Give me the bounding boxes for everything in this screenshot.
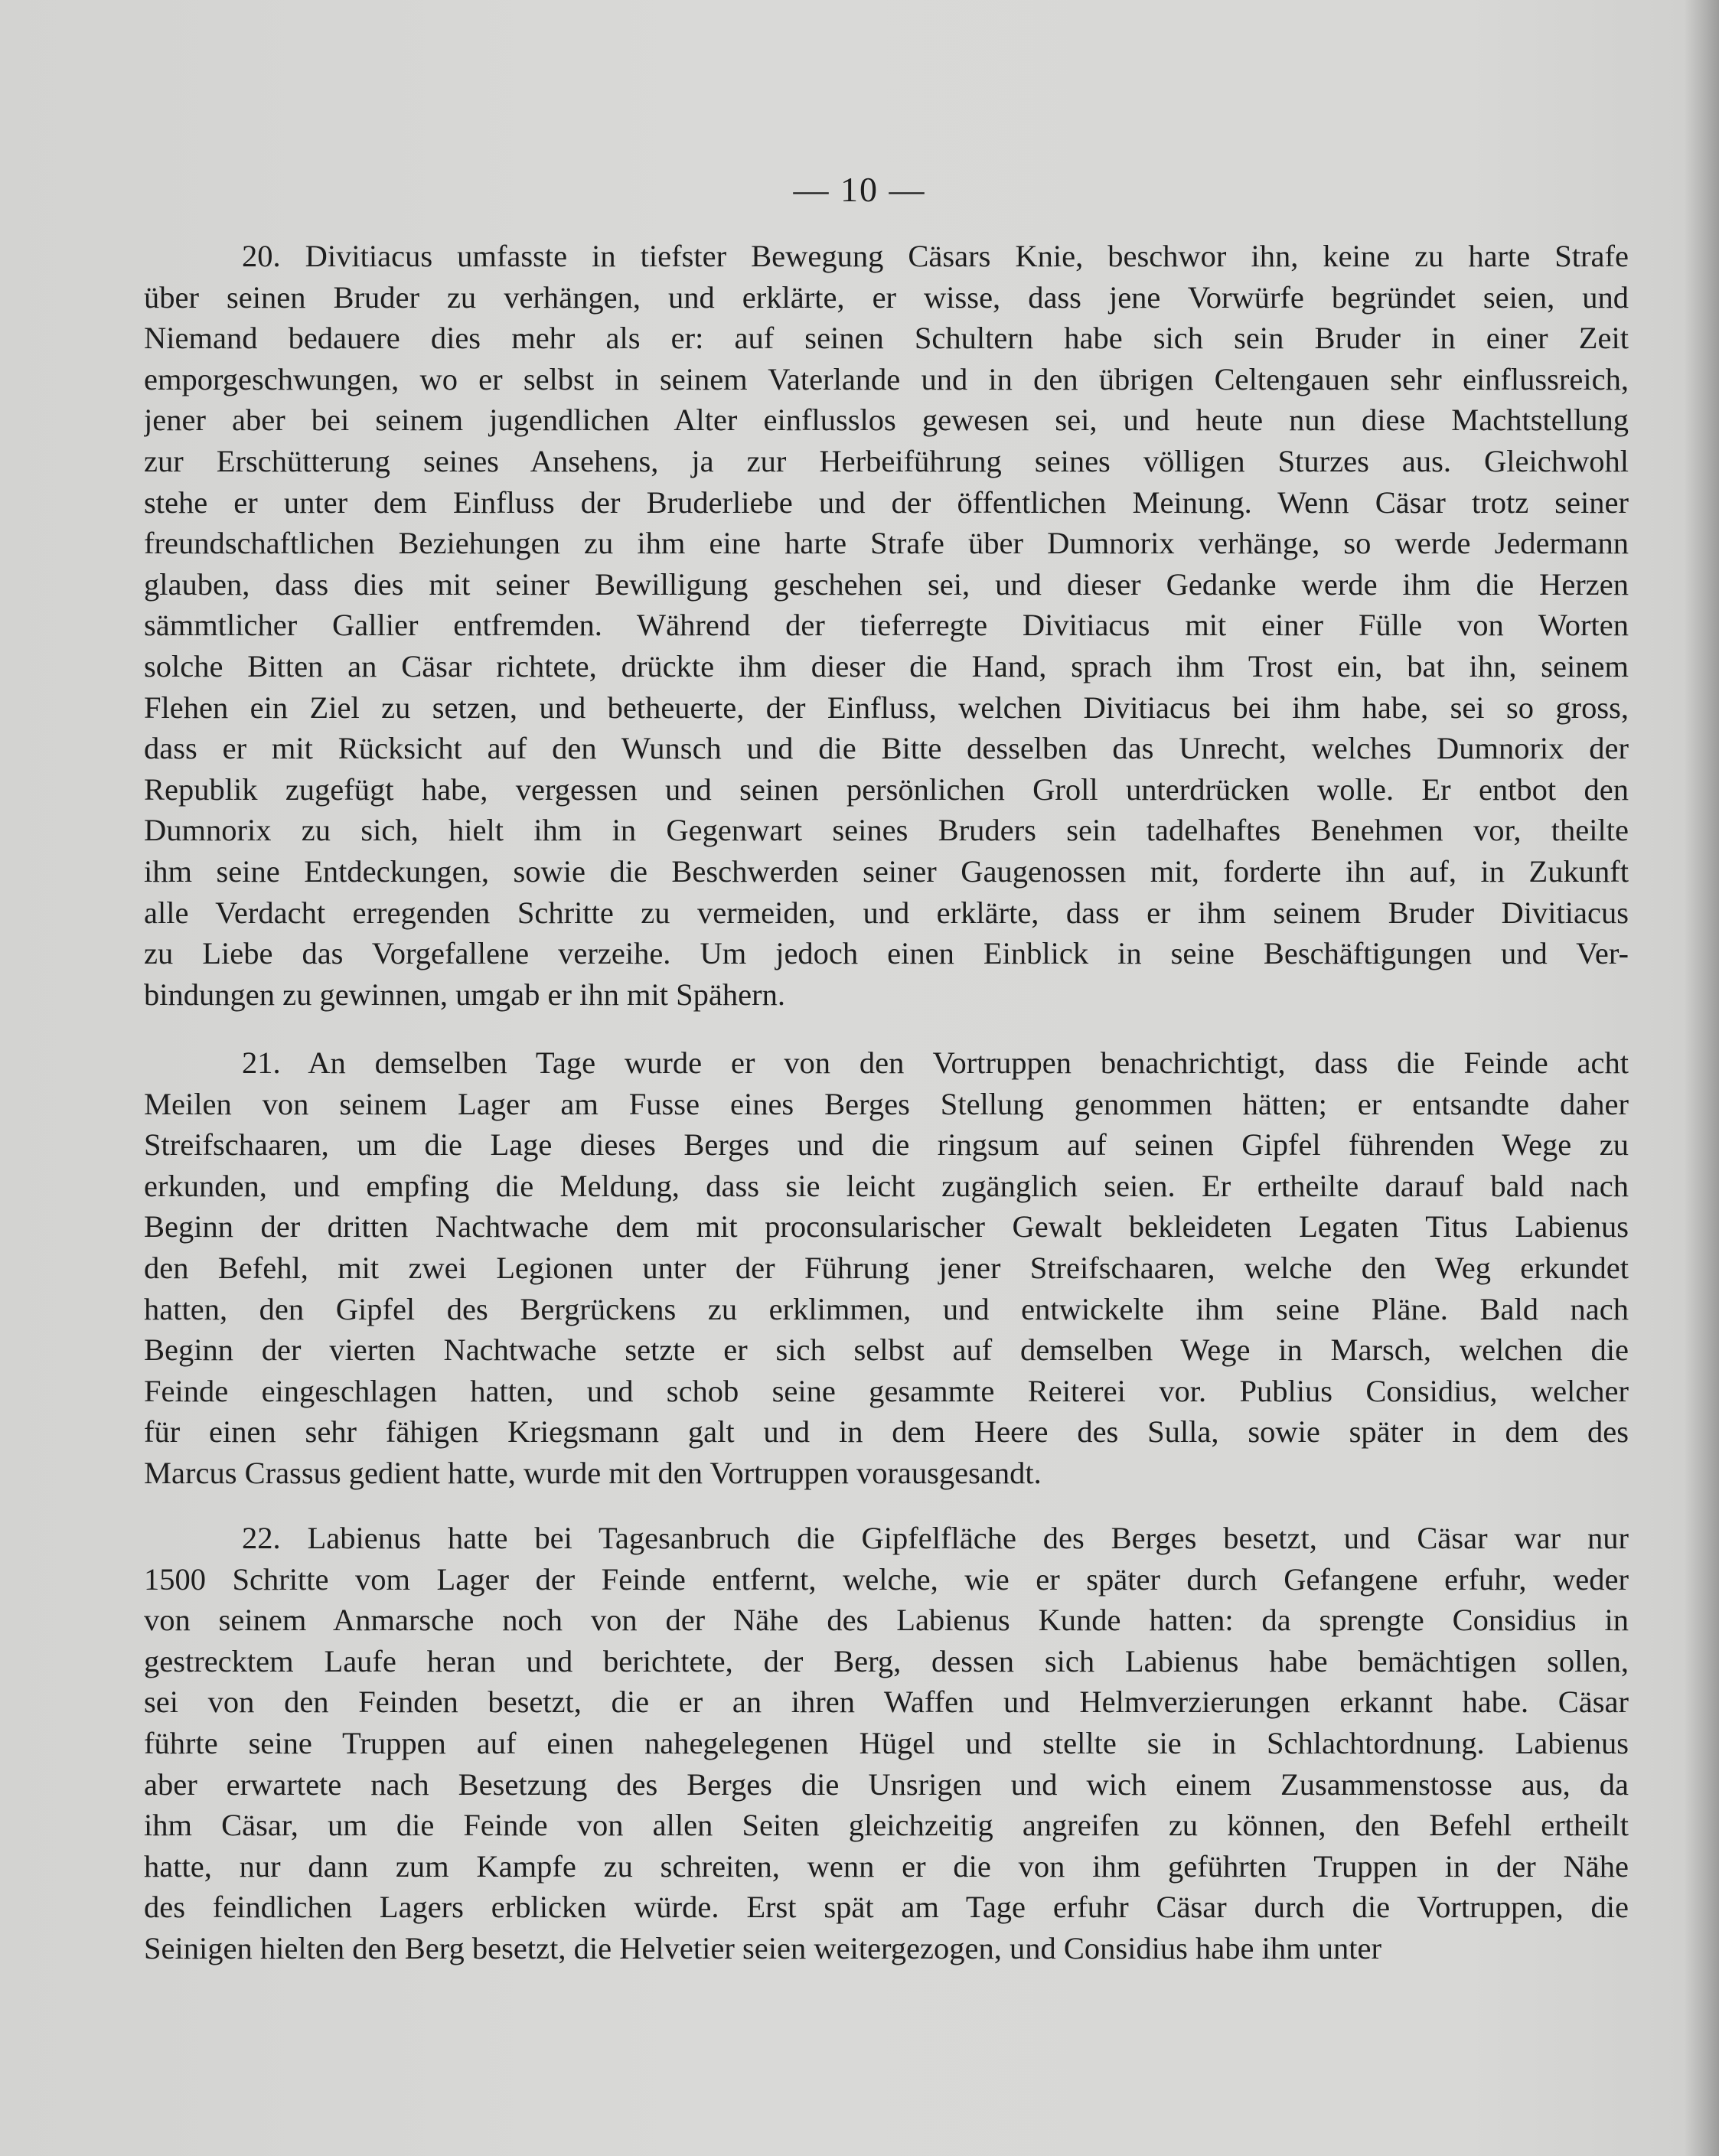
text-line: Meilen von seinem Lager am Fusse eines Berges Stellung genommen hätten; er entsandte daher (144, 1086, 1629, 1121)
text-line: den Befehl, mit zwei Legionen unter der Führung jener Streifschaaren, welche den Weg erkundet (144, 1250, 1629, 1285)
text-line: 20. Divitiacus umfasste in tiefster Bewegung Cäsars Knie, beschwor ihn, keine zu harte Strafe (242, 239, 1629, 273)
text-line: jener aber bei seinem jugendlichen Alter einflusslos gewesen sei, und heute nun diese Machtstellung (144, 403, 1629, 438)
text-line: Feinde eingeschlagen hatten, und schob seine gesammte Reiterei vor. Publius Considius, welcher (144, 1373, 1629, 1408)
text-line: ihm Cäsar, um die Feinde von allen Seiten gleichzeitig angreifen zu können, den Befehl ertheilt (144, 1808, 1629, 1843)
text-line: aber erwartete nach Besetzung des Berges die Unsrigen und wich einem Zusammenstosse aus, da (144, 1766, 1629, 1802)
page-number: — 10 — (793, 170, 926, 209)
text-line: zur Erschütterung seines Ansehens, ja zur Herbeiführung seines völligen Sturzes aus. Gleichwohl (144, 443, 1629, 478)
text-line: freundschaftlichen Beziehungen zu ihm eine harte Strafe über Dumnorix verhänge, so werde Jedermann (144, 526, 1629, 561)
text-line: stehe er unter dem Einfluss der Bruderliebe und der öffentlichen Meinung. Wenn Cäsar trotz seiner (144, 484, 1629, 520)
text-line: von seinem Anmarsche noch von der Nähe des Labienus Kunde hatten: da sprengte Considius in (144, 1603, 1629, 1638)
text-line: erkunden, und empfing die Meldung, dass sie leicht zugänglich seien. Er ertheilte darauf bald nach (144, 1168, 1629, 1203)
text-line: Marcus Crassus gedient hatte, wurde mit den Vortruppen vorausgesandt. (144, 1455, 1042, 1490)
text-line: hatte, nur dann zum Kampfe zu schreiten, wenn er die von ihm geführten Truppen in der Nähe (144, 1848, 1629, 1884)
text-line: dass er mit Rücksicht auf den Wunsch und die Bitte desselben das Unrecht, welches Dumnorix der (144, 731, 1629, 766)
text-line: für einen sehr fähigen Kriegsmann galt und in dem Heere des Sulla, sowie später in dem des (144, 1414, 1629, 1450)
text-line: Beginn der dritten Nachtwache dem mit proconsularischer Gewalt bekleideten Legaten Titus Labienus (144, 1209, 1629, 1244)
text-line: Beginn der vierten Nachtwache setzte er sich selbst auf demselben Wege in Marsch, welchen die (144, 1332, 1629, 1368)
text-line: bindungen zu gewinnen, umgab er ihn mit Spähern. (144, 977, 785, 1012)
text-line: emporgeschwungen, wo er selbst in seinem Vaterlande und in den übrigen Celtengauen sehr einflussreich, (144, 361, 1629, 396)
text-line: Dumnorix zu sich, hielt ihm in Gegenwart seines Bruders sein tadelhaftes Benehmen vor, theilte (144, 813, 1629, 848)
text-line: über seinen Bruder zu verhängen, und erklärte, er wisse, dass jene Vorwürfe begründet seien, und (144, 279, 1629, 315)
text-line: solche Bitten an Cäsar richtete, drückte ihm dieser die Hand, sprach ihm Trost ein, bat ihn, seinem (144, 648, 1629, 683)
paragraph-20 (144, 236, 1629, 1015)
text-line: glauben, dass dies mit seiner Bewilligung geschehen sei, und dieser Gedanke werde ihm die Herzen (144, 566, 1629, 602)
text-line: 1500 Schritte vom Lager der Feinde entfernt, welche, wie er später durch Gefangene erfuhr, weder (144, 1561, 1629, 1597)
text-line: zu Liebe das Vorgefallene verzeihe. Um jedoch einen Einblick in seine Beschäftigungen und Ver- (144, 936, 1629, 971)
paragraph-21 (144, 1042, 1629, 1494)
text-line: sämmtlicher Gallier entfremden. Während der tieferregte Divitiacus mit einer Fülle von Worten (144, 608, 1629, 643)
text-line: Niemand bedauere dies mehr als er: auf seinen Schultern habe sich sein Bruder in einer Zeit (144, 321, 1629, 356)
text-line: 21. An demselben Tage wurde er von den Vortruppen benachrichtigt, dass die Feinde acht (242, 1045, 1629, 1080)
text-line: Streifschaaren, um die Lage dieses Berges und die ringsum auf seinen Gipfel führenden Wege zu (144, 1127, 1629, 1163)
text-line: 22. Labienus hatte bei Tagesanbruch die Gipfelfläche des Berges besetzt, und Cäsar war nur (242, 1521, 1629, 1555)
text-line: alle Verdacht erregenden Schritte zu vermeiden, und erklärte, dass er ihm seinem Bruder Divitiacus (144, 895, 1629, 930)
text-line: hatten, den Gipfel des Bergrückens zu erklimmen, und entwickelte ihm seine Pläne. Bald nach (144, 1291, 1629, 1326)
text-line: gestrecktem Laufe heran und berichtete, der Berg, dessen sich Labienus habe bemächtigen sollen, (144, 1643, 1629, 1678)
text-line: Flehen ein Ziel zu setzen, und betheuerte, der Einfluss, welchen Divitiacus bei ihm habe, sei so gross, (144, 690, 1629, 725)
text-line: Republik zugefügt habe, vergessen und seinen persönlichen Groll unterdrücken wolle. Er entbot den (144, 771, 1629, 807)
text-line: Seinigen hielten den Berg besetzt, die Helvetier seien weitergezogen, und Considius habe ihm unter (144, 1930, 1381, 1965)
text-line: sei von den Feinden besetzt, die er an ihren Waffen und Helmverzierungen erkannt habe. Cäsar (144, 1685, 1629, 1720)
page-edge-shadow (1684, 0, 1719, 2156)
text-line: führte seine Truppen auf einen nahegelegenen Hügel und stellte sie in Schlachtordnung. Labienus (144, 1725, 1629, 1760)
text-line: ihm seine Entdeckungen, sowie die Beschwerden seiner Gaugenossen mit, forderte ihn auf, in Zukunft (144, 853, 1629, 889)
text-line: des feindlichen Lagers erblicken würde. Erst spät am Tage erfuhr Cäsar durch die Vortruppen, die (144, 1890, 1629, 1925)
paragraph-22 (144, 1518, 1629, 1969)
